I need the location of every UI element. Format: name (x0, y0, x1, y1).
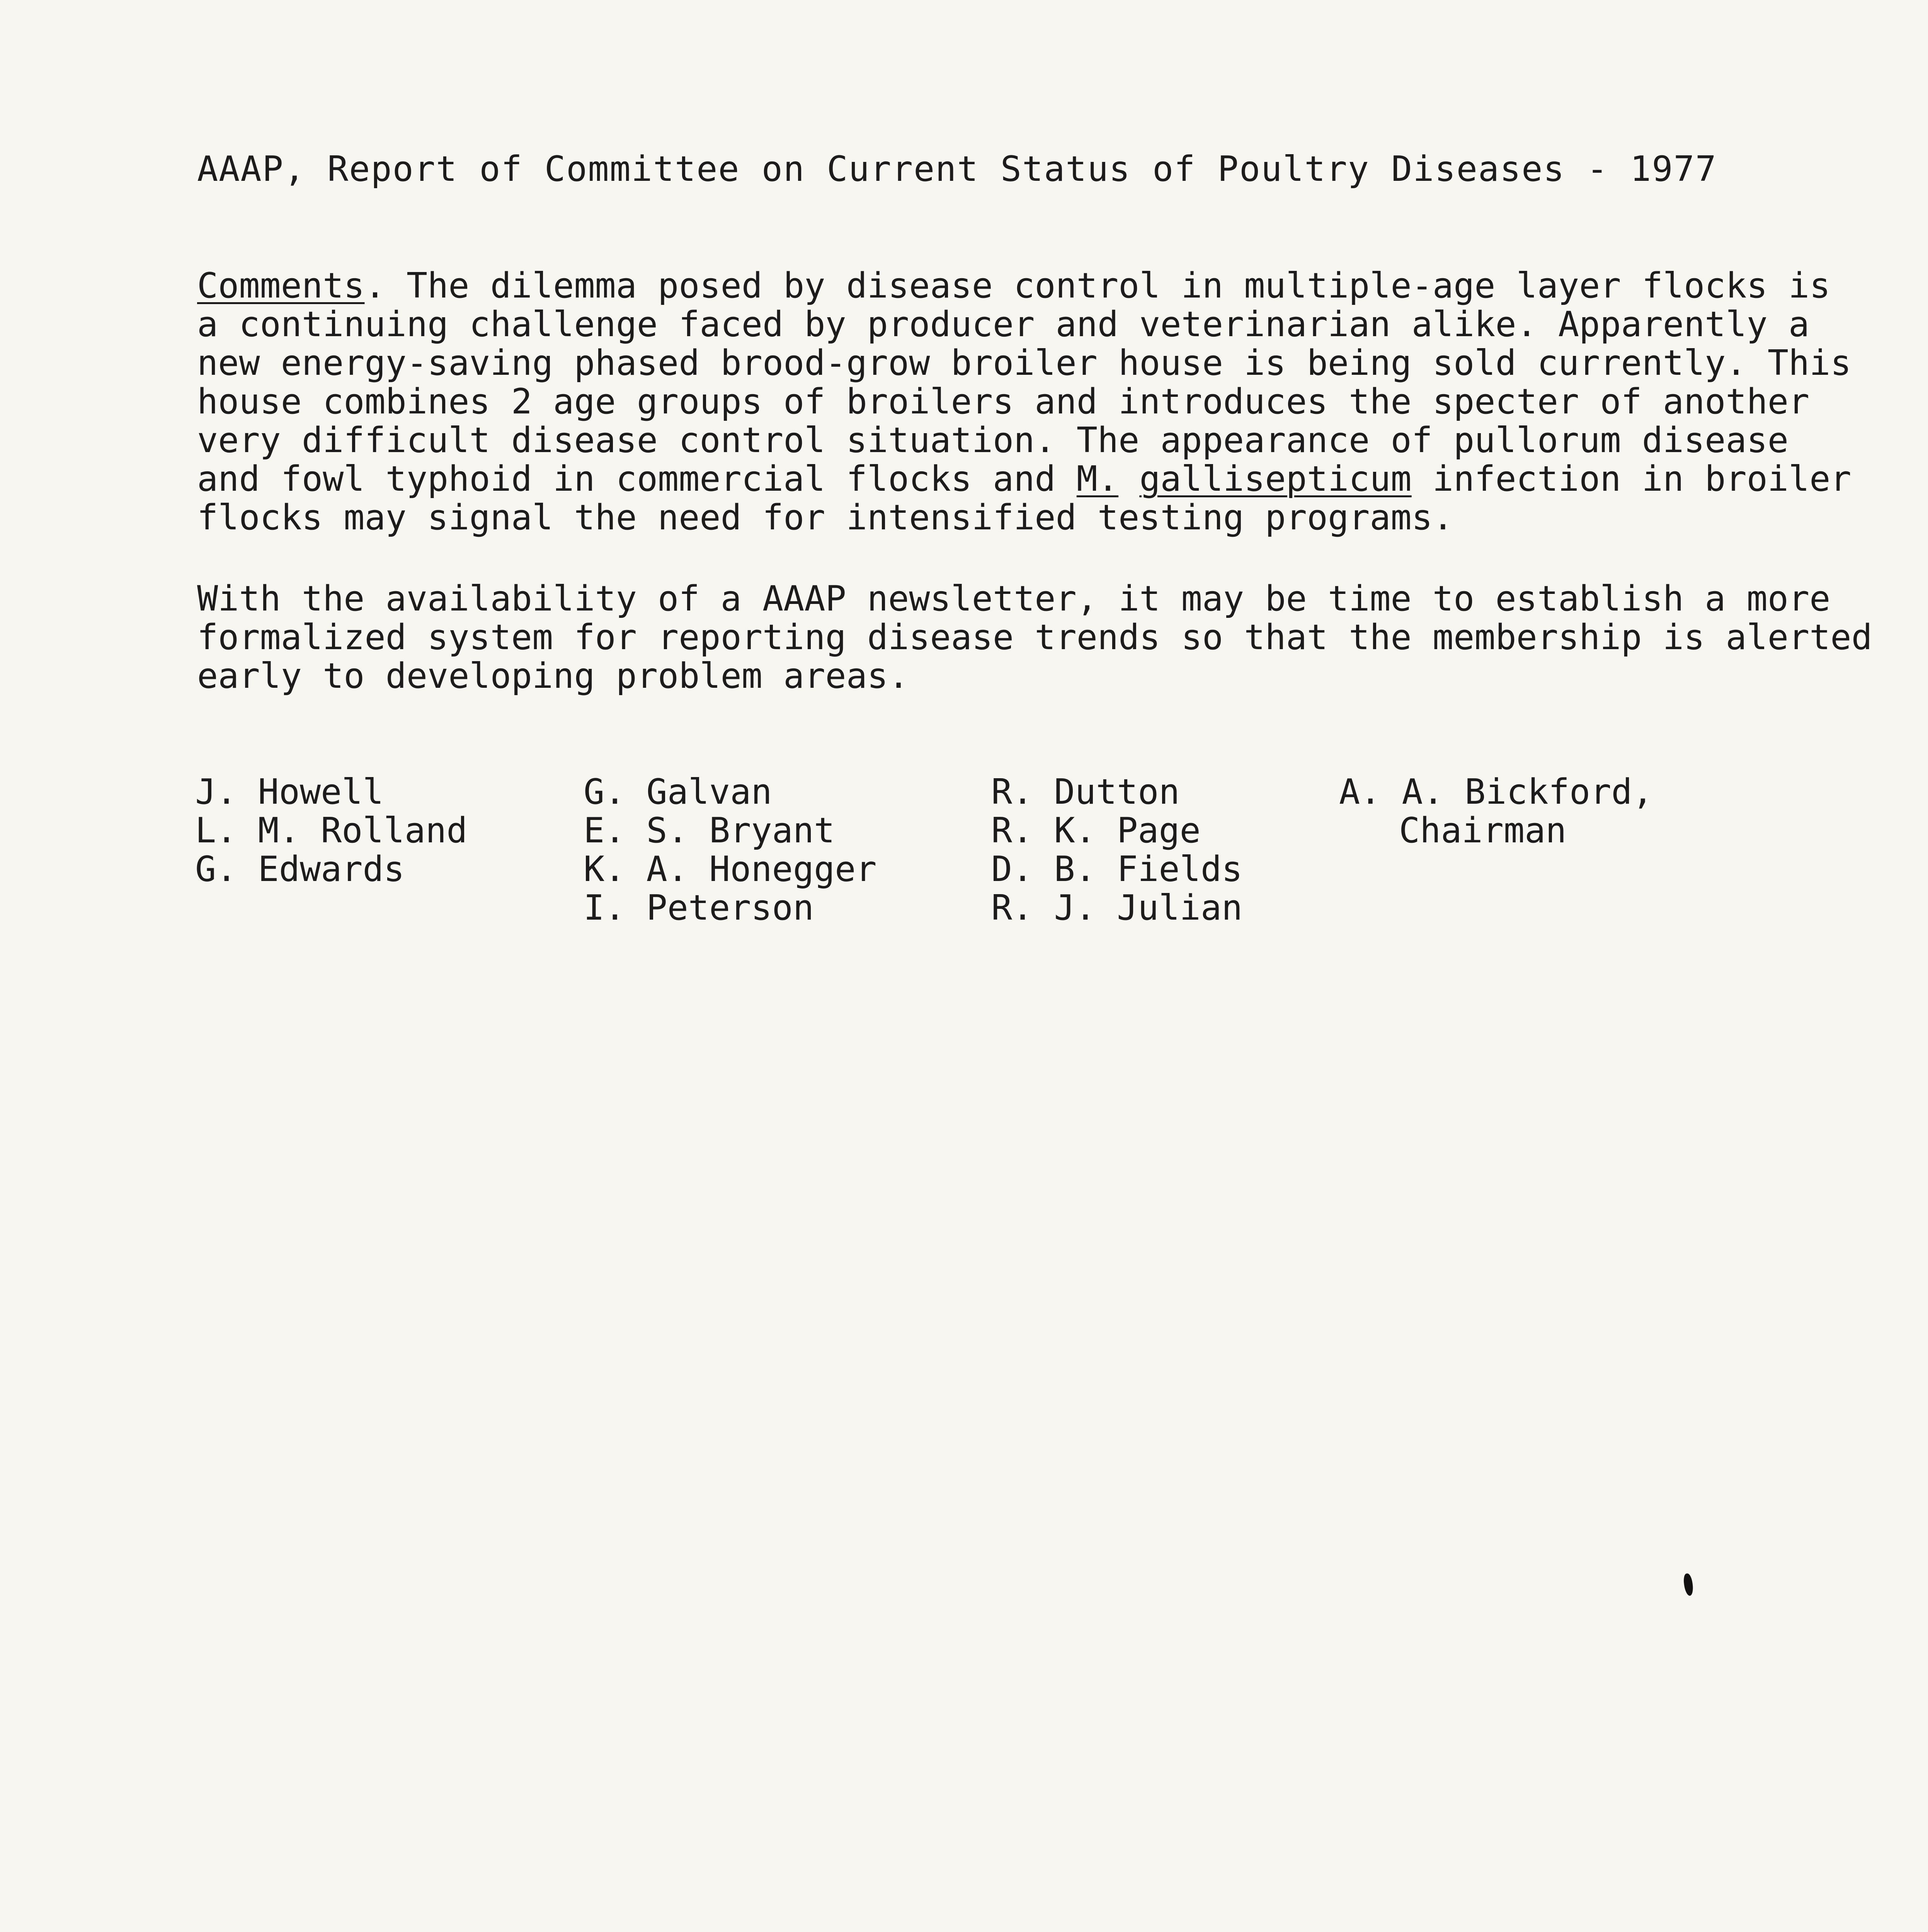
newsletter-paragraph (197, 580, 1872, 696)
member-name: R. Dutton (991, 772, 1180, 812)
comments-line-4: house combines 2 age groups of broilers and introduces the specter of another (197, 381, 1810, 422)
comments-line-5: very difficult disease control situation. The appearance of pullorum disease (197, 420, 1789, 461)
chairman-name: A. A. Bickford, (1339, 772, 1653, 812)
comments-line-3: new energy-saving phased brood-grow broiler house is being sold currently. This (197, 343, 1851, 383)
member-name: K. A. Honegger (584, 849, 877, 889)
member-column-3 (991, 773, 1242, 927)
organism-genus: M. (1076, 459, 1119, 499)
member-name: I. Peterson (584, 888, 814, 928)
member-name: R. J. Julian (991, 888, 1243, 928)
comments-label: Comments (197, 265, 365, 306)
member-name: E. S. Bryant (584, 810, 835, 851)
member-column-2 (584, 773, 877, 927)
newsletter-line-1: With the availability of a AAAP newsletter, it may be time to establish a more (197, 578, 1831, 619)
member-name: L. M. Rolland (195, 810, 468, 851)
member-name: D. B. Fields (991, 849, 1243, 889)
member-name: G. Galvan (584, 772, 772, 812)
comments-line-1: Comments. The dilemma posed by disease control in multiple-age layer flocks is (197, 265, 1831, 306)
member-column-chairman (1339, 773, 1653, 850)
comments-line-2: a continuing challenge faced by producer and veterinarian alike. Apparently a (197, 304, 1810, 345)
newsletter-line-3: early to developing problem areas. (197, 656, 909, 696)
organism-species: gallisepticum (1139, 459, 1412, 499)
chairman-title: Chairman (1399, 810, 1567, 851)
member-column-1 (195, 773, 467, 889)
member-name: J. Howell (195, 772, 384, 812)
report-title: AAAP, Report of Committee on Current Status of Poultry Diseases - 1977 (197, 149, 1717, 189)
newsletter-line-2: formalized system for reporting disease trends so that the membership is alerted (197, 617, 1872, 658)
member-name: G. Edwards (195, 849, 405, 889)
member-name: R. K. Page (991, 810, 1201, 851)
comments-line-7: flocks may signal the need for intensified testing programs. (197, 497, 1454, 538)
comments-line-6: and fowl typhoid in commercial flocks and M. gallisepticum infection in broiler (197, 459, 1851, 499)
comments-paragraph (197, 265, 1851, 538)
